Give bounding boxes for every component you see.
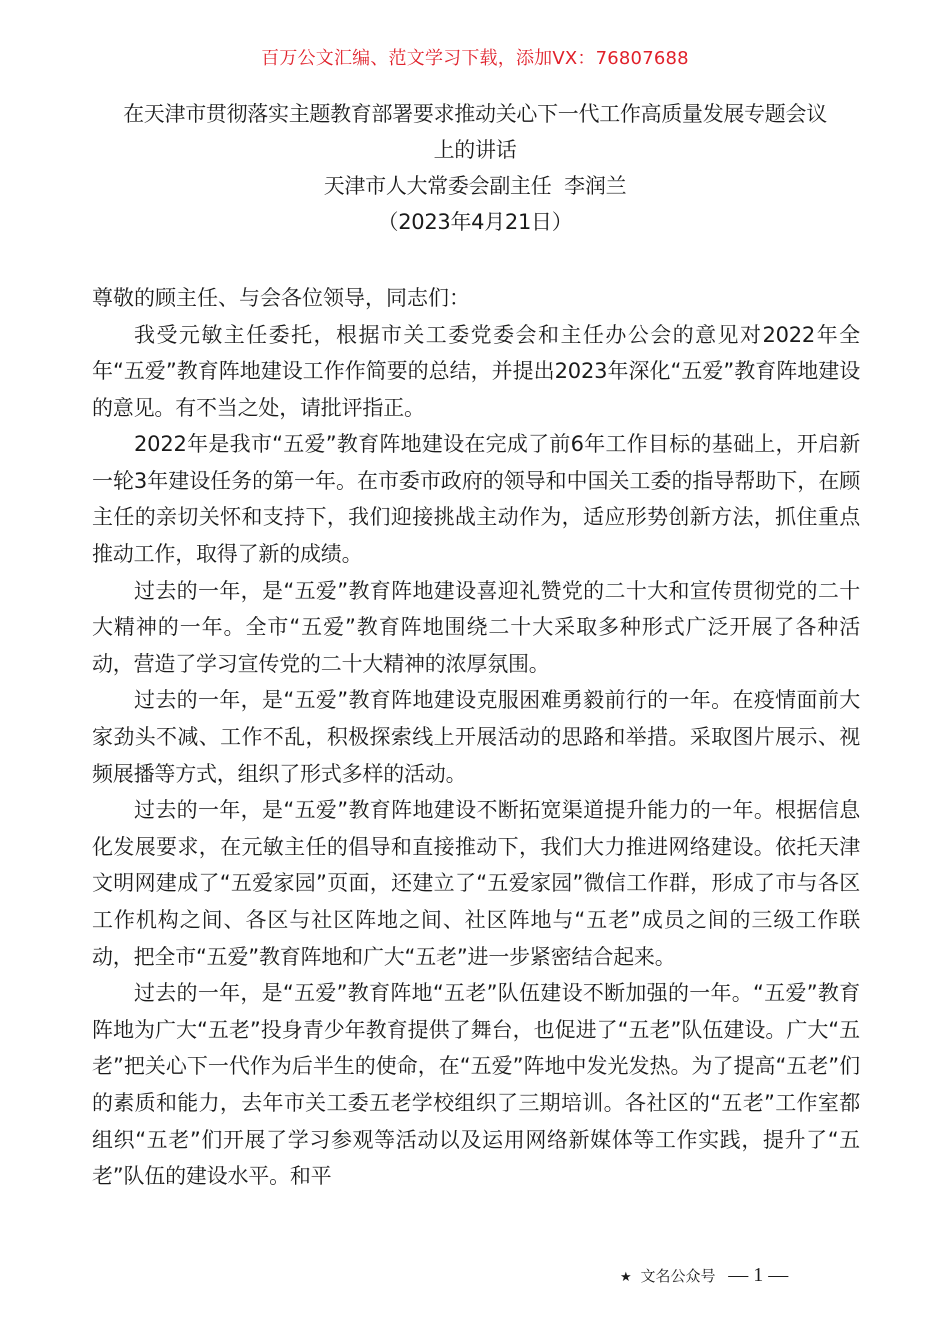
document-title-line-1: 在天津市贯彻落实主题教育部署要求推动关心下一代工作高质量发展专题会议 [123, 102, 827, 126]
page-number: — 1 — [728, 1264, 789, 1286]
star-icon: ★ [620, 1270, 632, 1285]
footer-source: 文名公众号 [640, 1267, 716, 1285]
paragraph-2: 2022年是我市“五爱”教育阵地建设在完成了前6年工作目标的基础上，开启新一轮3年建设任务的第一年。在市委市政府的领导和中国关工委的指导帮助下，在顾主任的亲切关怀和支持下，我们迎接挑战主动作为，适应形势创新方法，抓住重点推动工作，取得了新的成绩。 [92, 432, 860, 567]
salutation: 尊敬的顾主任、与会各位领导，同志们： [92, 286, 470, 310]
paragraph-3: 过去的一年，是“五爱”教育阵地建设喜迎礼赞党的二十大和宣传贯彻党的二十大精神的一年。全市“五爱”教育阵地围绕二十大采取多种形式广泛开展了各种活动，营造了学习宣传党的二十大精神的浓厚氛围。 [92, 578, 860, 676]
page-footer [620, 1264, 788, 1289]
document-date: （2023年4月21日） [377, 210, 573, 234]
paragraph-1: 我受元敏主任委托，根据市关工委党委会和主任办公会的意见对2022年全年“五爱”教育阵地建设工作作简要的总结，并提出2023年深化“五爱”教育阵地建设的意见。有不当之处，请批评指正。 [92, 322, 860, 420]
paragraph-6: 过去的一年，是“五爱”教育阵地“五老”队伍建设不断加强的一年。“五爱”教育阵地为广大“五老”投身青少年教育提供了舞台，也促进了“五老”队伍建设。广大“五老”把关心下一代作为后半生的使命，在“五爱”阵地中发光发热。为了提高“五老”们的素质和能力，去年市关工委五老学校组织了三期培训。各社区的“五老”工作室都组织“五老”们开展了学习参观等活动以及运用网络新媒体等工作实践，提升了“五老”队伍的建设水平。和平 [92, 981, 860, 1189]
paragraph-4: 过去的一年，是“五爱”教育阵地建设克服困难勇毅前行的一年。在疫情面前大家劲头不减、工作不乱，积极探索线上开展活动的思路和举措。采取图片展示、视频展播等方式，组织了形式多样的活动。 [92, 688, 860, 786]
watermark-banner: 百万公文汇编、范文学习下载，添加VX：76807688 [261, 48, 689, 69]
paragraph-5: 过去的一年，是“五爱”教育阵地建设不断拓宽渠道提升能力的一年。根据信息化发展要求，在元敏主任的倡导和直接推动下，我们大力推进网络建设。依托天津文明网建成了“五爱家园”页面，还建立了“五爱家园”微信工作群，形成了市与各区工作机构之间、各区与社区阵地之间、社区阵地与“五老”成员之间的三级工作联动，把全市“五爱”教育阵地和广大“五老”进一步紧密结合起来。 [92, 798, 860, 969]
document-title-line-2: 上的讲话 [433, 138, 517, 162]
document-author: 天津市人大常委会副主任 李润兰 [323, 174, 627, 198]
document-header [80, 96, 870, 240]
document-body [92, 280, 860, 1195]
